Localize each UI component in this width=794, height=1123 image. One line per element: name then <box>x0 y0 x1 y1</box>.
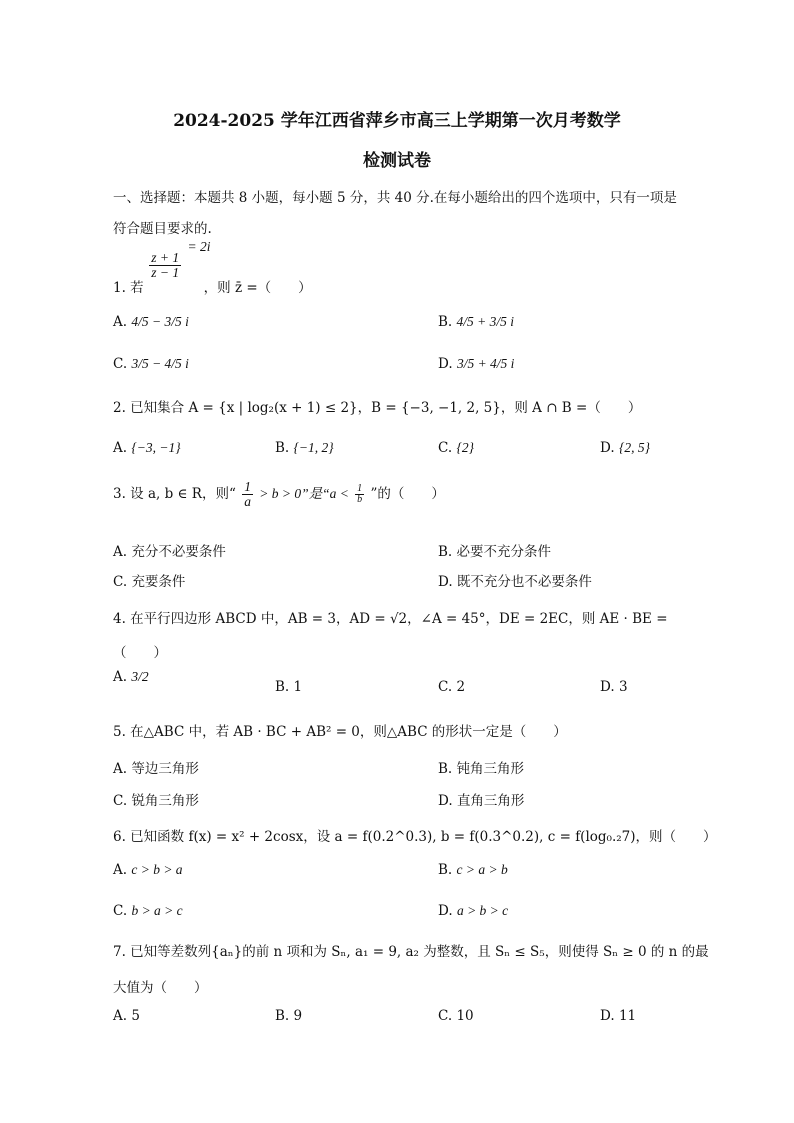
q1-option-a[interactable]: A. 4/5 − 3/5 i <box>113 314 189 330</box>
q4-option-d[interactable]: D. 3 <box>600 679 628 695</box>
question-4-cont: （ ） <box>113 645 167 661</box>
q5-option-b[interactable]: B. 钝角三角形 <box>438 761 525 777</box>
q7-option-a[interactable]: A. 5 <box>113 1008 140 1024</box>
q6-option-a[interactable]: A. c > b > a <box>113 862 183 878</box>
document-title: 2024-2025 学年江西省萍乡市高三上学期第一次月考数学 <box>173 111 621 131</box>
q3-option-c[interactable]: C. 充要条件 <box>113 574 186 590</box>
question-1: $\frac{z + 1}{z - 1}$ = 2i <box>151 239 211 281</box>
document-subtitle: 检测试卷 <box>363 151 431 171</box>
q3-fraction-1-over-b: $\frac{1}{b}$ <box>357 482 363 506</box>
q5-option-c[interactable]: C. 锐角三角形 <box>113 793 199 809</box>
q3-option-b[interactable]: B. 必要不充分条件 <box>438 544 552 560</box>
q3-option-d[interactable]: D. 既不充分也不必要条件 <box>438 574 592 590</box>
question-1-stem: 1. 若 ，则 z̄ =（ ） <box>113 280 312 296</box>
q2-option-a[interactable]: A. {−3, −1} <box>113 440 181 456</box>
q3-fraction-1-over-a: $\frac{1}{a}$ <box>244 479 251 510</box>
q2-option-c[interactable]: C. {2} <box>438 440 474 456</box>
q2-option-b[interactable]: B. {−1, 2} <box>275 440 334 456</box>
q1-option-c[interactable]: C. 3/5 − 4/5 i <box>113 356 189 372</box>
q1-option-b[interactable]: B. 4/5 + 3/5 i <box>438 314 515 330</box>
q6-option-d[interactable]: D. a > b > c <box>438 903 509 919</box>
question-3: 3. 设 a, b ∈ R，则“ $\frac{1}{a}$ > b > 0”是“a < $\frac{1}{b}$ ”的（ ） <box>113 479 445 510</box>
question-6: 6. 已知函数 f(x) = x² + 2cosx，设 a = f(0.2^0.3), b = f(0.3^0.2), c = f(log₀.₂7)，则（ ） <box>113 829 717 845</box>
q6-option-c[interactable]: C. b > a > c <box>113 903 183 919</box>
question-7: 7. 已知等差数列{aₙ}的前 n 项和为 Sₙ, a₁ = 9, a₂ 为整数，且 Sₙ ≤ S₅，则使得 Sₙ ≥ 0 的 n 的最 <box>113 944 709 960</box>
q3-option-a[interactable]: A. 充分不必要条件 <box>113 544 226 560</box>
question-4: 4. 在平行四边形 ABCD 中，AB = 3，AD = √2，∠A = 45°，DE = 2EC，则 AE · BE = <box>113 611 668 627</box>
q4-option-c[interactable]: C. 2 <box>438 679 466 695</box>
q5-option-a[interactable]: A. 等边三角形 <box>113 761 199 777</box>
q1-option-d[interactable]: D. 3/5 + 4/5 i <box>438 356 515 372</box>
q1-fraction: $\frac{z + 1}{z - 1}$ <box>151 250 180 281</box>
question-7-cont: 大值为（ ） <box>113 980 208 996</box>
section-intro-cont: 符合题目要求的. <box>113 221 212 237</box>
question-2: 2. 已知集合 A = {x | log₂(x + 1) ≤ 2}，B = {−3, −1, 2, 5}，则 A ∩ B =（ ） <box>113 400 642 416</box>
q7-option-c[interactable]: C. 10 <box>438 1008 474 1024</box>
q5-option-d[interactable]: D. 直角三角形 <box>438 793 525 809</box>
section-intro: 一、选择题：本题共 8 小题，每小题 5 分，共 40 分.在每小题给出的四个选项中，只有一项是 <box>113 190 677 206</box>
question-5: 5. 在△ABC 中，若 AB · BC + AB² = 0，则△ABC 的形状一定是（ ） <box>113 724 567 740</box>
q2-option-d[interactable]: D. {2, 5} <box>600 440 650 456</box>
q4-option-b[interactable]: B. 1 <box>275 679 303 695</box>
q6-option-b[interactable]: B. c > a > b <box>438 862 508 878</box>
q7-option-b[interactable]: B. 9 <box>275 1008 303 1024</box>
q7-option-d[interactable]: D. 11 <box>600 1008 637 1024</box>
q4-option-a[interactable]: A. 3/2 <box>113 669 149 685</box>
